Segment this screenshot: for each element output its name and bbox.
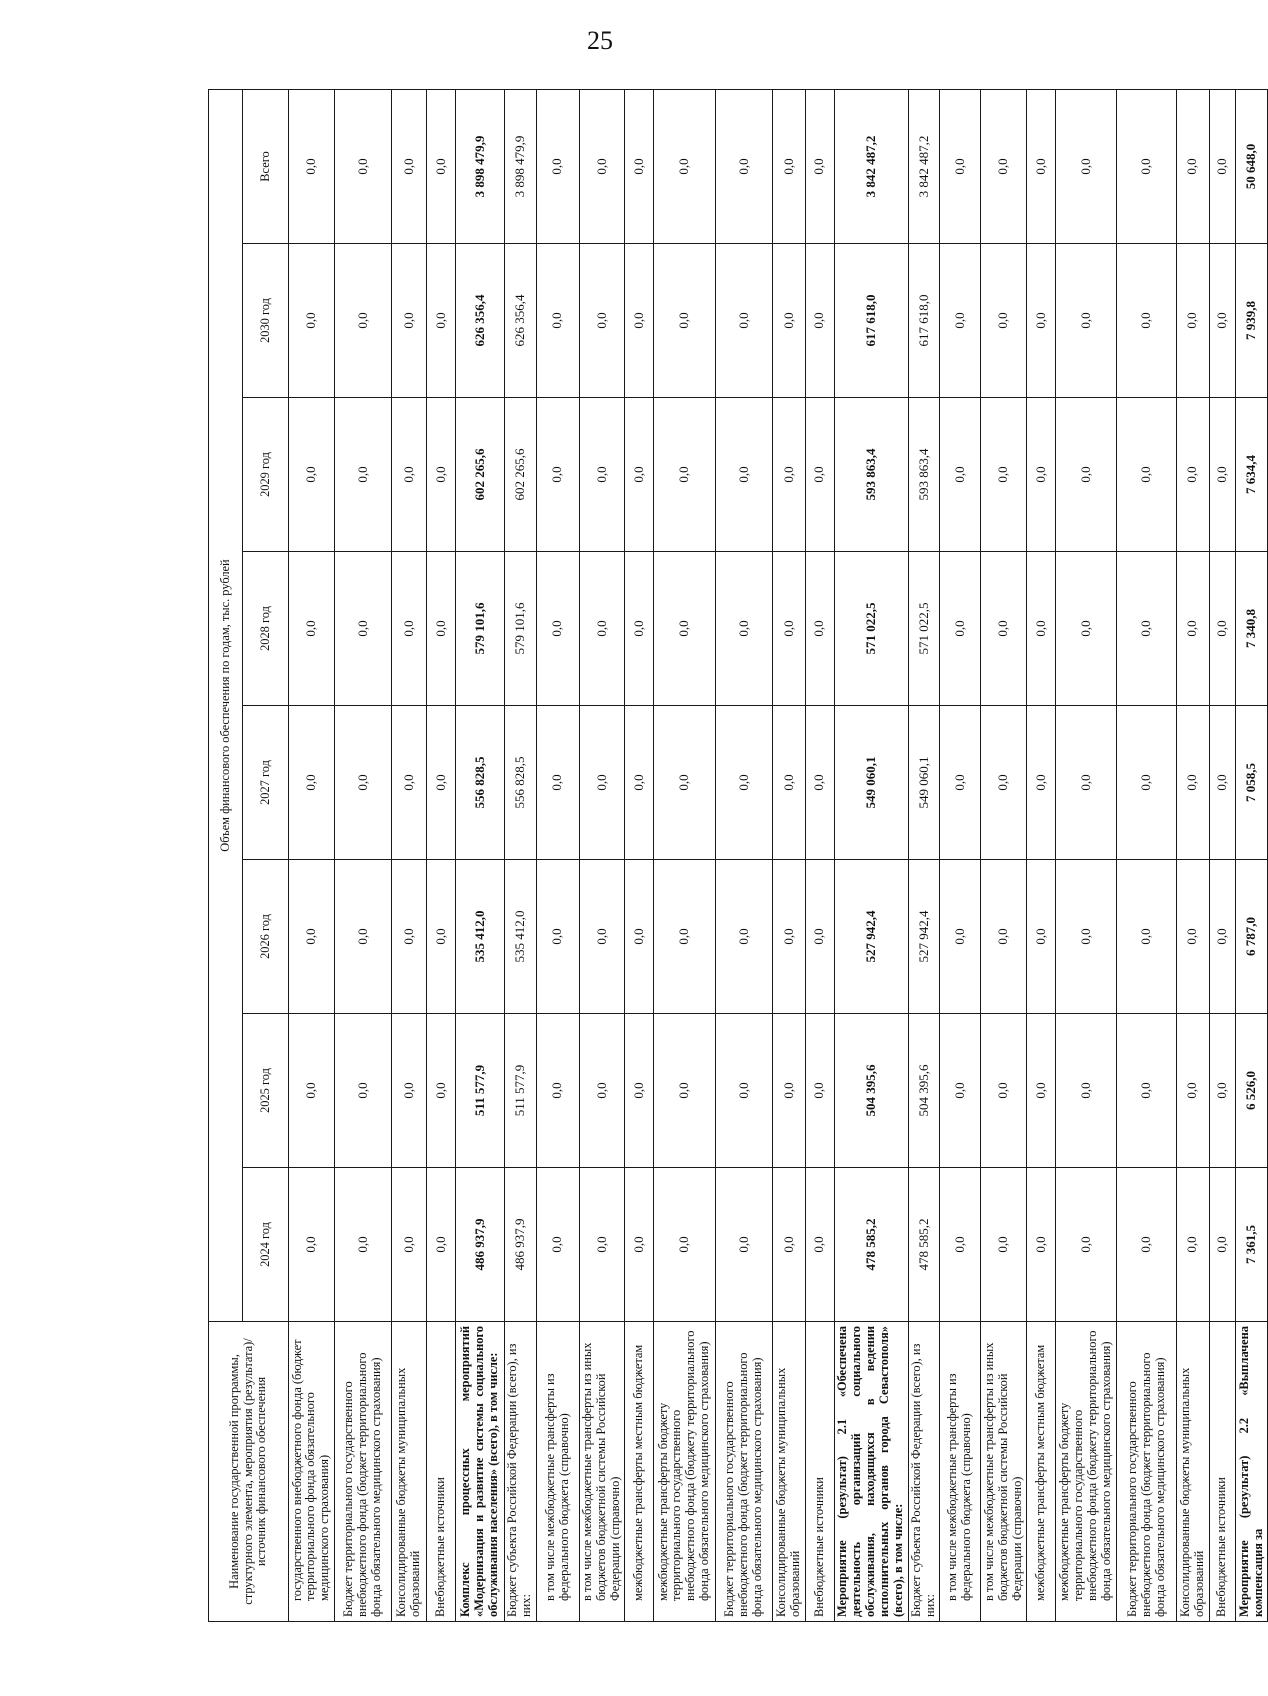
value-cell: 0,0 <box>1117 244 1176 398</box>
value-cell: 0,0 <box>625 1014 654 1168</box>
value-cell: 0,0 <box>1176 1168 1209 1322</box>
table-row <box>805 90 834 1622</box>
total-cell: 0,0 <box>625 90 654 244</box>
row-label: Бюджет субъекта Российской Федерации (всего), из них: <box>908 1322 940 1622</box>
value-cell: 0,0 <box>981 1168 1027 1322</box>
value-cell: 0,0 <box>1027 1014 1056 1168</box>
value-cell: 0,0 <box>1027 860 1056 1014</box>
value-cell: 0,0 <box>981 1014 1027 1168</box>
value-cell: 0,0 <box>805 552 834 706</box>
table-row <box>654 90 716 1622</box>
total-cell: 0,0 <box>805 90 834 244</box>
value-cell: 0,0 <box>1176 552 1209 706</box>
value-cell: 0,0 <box>1176 1014 1209 1168</box>
value-cell: 0,0 <box>536 1168 579 1322</box>
table-row <box>289 90 335 1622</box>
total-cell: 3 898 479,9 <box>504 90 536 244</box>
volume-header: Объем финансового обеспечения по годам, тыс. рублей <box>209 90 243 1322</box>
total-cell: 0,0 <box>1209 90 1236 244</box>
row-label: Консолидированные бюджеты муниципальных образований <box>392 1322 427 1622</box>
total-cell: 0,0 <box>940 90 981 244</box>
total-cell: 0,0 <box>536 90 579 244</box>
value-cell: 0,0 <box>1027 244 1056 398</box>
value-cell: 626 356,4 <box>455 244 504 398</box>
value-cell: 0,0 <box>579 1014 625 1168</box>
page-number: 25 <box>587 26 613 55</box>
value-cell: 0,0 <box>334 706 391 860</box>
table-row <box>1055 90 1117 1622</box>
value-cell: 0,0 <box>805 1168 834 1322</box>
value-cell: 527 942,4 <box>908 860 940 1014</box>
value-cell: 0,0 <box>625 1168 654 1322</box>
value-cell: 0,0 <box>625 398 654 552</box>
value-cell: 0,0 <box>1209 860 1236 1014</box>
table-row <box>455 90 504 1622</box>
value-cell: 0,0 <box>289 1014 335 1168</box>
value-cell: 0,0 <box>289 706 335 860</box>
value-cell: 7 361,5 <box>1236 1168 1268 1322</box>
value-cell: 0,0 <box>289 398 335 552</box>
value-cell: 0,0 <box>715 1168 772 1322</box>
value-cell: 511 577,9 <box>504 1014 536 1168</box>
value-cell: 0,0 <box>1027 1168 1056 1322</box>
table-row <box>504 90 536 1622</box>
table-row <box>334 90 391 1622</box>
value-cell: 0,0 <box>654 860 716 1014</box>
table-row <box>536 90 579 1622</box>
value-cell: 0,0 <box>981 244 1027 398</box>
value-cell: 7 939,8 <box>1236 244 1268 398</box>
value-cell: 527 942,4 <box>834 860 908 1014</box>
value-cell: 0,0 <box>654 1014 716 1168</box>
value-cell: 0,0 <box>981 706 1027 860</box>
name-column-header: Наименование государственной программы, структурного элемента, мероприятия (результата)/источник финансового обеспечения <box>209 1322 289 1622</box>
value-cell: 0,0 <box>392 398 427 552</box>
table-row <box>579 90 625 1622</box>
value-cell: 0,0 <box>940 552 981 706</box>
value-cell: 0,0 <box>334 244 391 398</box>
row-label: Бюджет субъекта Российской Федерации (всего), из них: <box>504 1322 536 1622</box>
row-label: Мероприятие (результат) 2.1 «Обеспечена деятельность организаций социального обслуживания, находящихся в ведении исполнительных органов города Севастополя» (всего), в том числе: <box>834 1322 908 1622</box>
value-cell: 0,0 <box>1209 398 1236 552</box>
value-cell: 0,0 <box>654 1168 716 1322</box>
row-label: Бюджет территориального государственного внебюджетного фонда (бюджет территориального фонда обязательного медицинского страхования) <box>334 1322 391 1622</box>
value-cell: 0,0 <box>427 860 456 1014</box>
value-cell: 0,0 <box>1209 244 1236 398</box>
value-cell: 0,0 <box>1117 706 1176 860</box>
total-cell: 0,0 <box>1176 90 1209 244</box>
value-cell: 602 265,6 <box>455 398 504 552</box>
total-header: Всего <box>243 90 289 244</box>
value-cell: 0,0 <box>289 552 335 706</box>
table-row <box>1209 90 1236 1622</box>
value-cell: 0,0 <box>715 398 772 552</box>
value-cell: 0,0 <box>334 1014 391 1168</box>
value-cell: 0,0 <box>289 1168 335 1322</box>
value-cell: 0,0 <box>289 244 335 398</box>
value-cell: 0,0 <box>427 552 456 706</box>
value-cell: 0,0 <box>940 398 981 552</box>
value-cell: 0,0 <box>1176 398 1209 552</box>
value-cell: 0,0 <box>579 1168 625 1322</box>
value-cell: 0,0 <box>654 552 716 706</box>
value-cell: 0,0 <box>654 398 716 552</box>
value-cell: 549 060,1 <box>908 706 940 860</box>
value-cell: 0,0 <box>536 398 579 552</box>
value-cell: 0,0 <box>805 398 834 552</box>
value-cell: 0,0 <box>940 860 981 1014</box>
value-cell: 0,0 <box>1055 860 1117 1014</box>
value-cell: 571 022,5 <box>908 552 940 706</box>
row-label: Внебюджетные источники <box>1209 1322 1236 1622</box>
value-cell: 0,0 <box>536 860 579 1014</box>
value-cell: 617 618,0 <box>834 244 908 398</box>
table-row <box>940 90 981 1622</box>
value-cell: 486 937,9 <box>504 1168 536 1322</box>
value-cell: 556 828,5 <box>455 706 504 860</box>
value-cell: 0,0 <box>715 552 772 706</box>
table-row <box>834 90 908 1622</box>
row-label: Консолидированные бюджеты муниципальных образований <box>773 1322 806 1622</box>
value-cell: 504 395,6 <box>834 1014 908 1168</box>
value-cell: 0,0 <box>1055 244 1117 398</box>
value-cell: 0,0 <box>427 1168 456 1322</box>
total-cell: 50 648,0 <box>1236 90 1268 244</box>
value-cell: 0,0 <box>773 1014 806 1168</box>
value-cell: 0,0 <box>579 244 625 398</box>
value-cell: 0,0 <box>773 860 806 1014</box>
total-cell: 0,0 <box>392 90 427 244</box>
total-cell: 0,0 <box>334 90 391 244</box>
row-label: Консолидированные бюджеты муниципальных образований <box>1176 1322 1209 1622</box>
value-cell: 0,0 <box>805 1014 834 1168</box>
value-cell: 7 634,4 <box>1236 398 1268 552</box>
total-cell: 3 842 487,2 <box>908 90 940 244</box>
value-cell: 0,0 <box>1209 1168 1236 1322</box>
value-cell: 504 395,6 <box>908 1014 940 1168</box>
value-cell: 0,0 <box>940 706 981 860</box>
value-cell: 0,0 <box>1027 552 1056 706</box>
year-header: 2026 год <box>243 860 289 1014</box>
value-cell: 0,0 <box>981 860 1027 1014</box>
total-cell: 0,0 <box>427 90 456 244</box>
total-cell: 0,0 <box>1055 90 1117 244</box>
value-cell: 0,0 <box>940 244 981 398</box>
row-label: Внебюджетные источники <box>427 1322 456 1622</box>
value-cell: 0,0 <box>536 706 579 860</box>
table-row <box>427 90 456 1622</box>
value-cell: 0,0 <box>625 860 654 1014</box>
value-cell: 0,0 <box>981 398 1027 552</box>
value-cell: 0,0 <box>334 860 391 1014</box>
value-cell: 0,0 <box>805 244 834 398</box>
total-cell: 3 842 487,2 <box>834 90 908 244</box>
value-cell: 0,0 <box>579 706 625 860</box>
value-cell: 0,0 <box>392 244 427 398</box>
value-cell: 0,0 <box>392 706 427 860</box>
value-cell: 602 265,6 <box>504 398 536 552</box>
value-cell: 6 787,0 <box>1236 860 1268 1014</box>
value-cell: 0,0 <box>1055 552 1117 706</box>
value-cell: 478 585,2 <box>834 1168 908 1322</box>
total-cell: 0,0 <box>715 90 772 244</box>
value-cell: 478 585,2 <box>908 1168 940 1322</box>
value-cell: 0,0 <box>654 244 716 398</box>
table-row <box>1117 90 1176 1622</box>
table-row <box>1027 90 1056 1622</box>
value-cell: 0,0 <box>427 706 456 860</box>
value-cell: 0,0 <box>773 706 806 860</box>
total-cell: 0,0 <box>981 90 1027 244</box>
value-cell: 0,0 <box>1027 398 1056 552</box>
value-cell: 0,0 <box>392 552 427 706</box>
value-cell: 0,0 <box>773 244 806 398</box>
row-label: Внебюджетные источники <box>805 1322 834 1622</box>
value-cell: 0,0 <box>1055 1014 1117 1168</box>
value-cell: 617 618,0 <box>908 244 940 398</box>
row-label: Бюджет территориального государственного внебюджетного фонда (бюджет территориального фонда обязательного медицинского страхования) <box>1117 1322 1176 1622</box>
table-row <box>1176 90 1209 1622</box>
table-body <box>289 90 1268 1622</box>
year-header: 2029 год <box>243 398 289 552</box>
value-cell: 0,0 <box>1027 706 1056 860</box>
value-cell: 0,0 <box>1209 706 1236 860</box>
year-header: 2028 год <box>243 552 289 706</box>
table-row <box>1236 90 1268 1622</box>
value-cell: 593 863,4 <box>908 398 940 552</box>
value-cell: 626 356,4 <box>504 244 536 398</box>
row-label: межбюджетные трансферты бюджету территориального государственного внебюджетного фонда (бюджету территориального фонда обязательного медицинского страхования) <box>654 1322 716 1622</box>
value-cell: 0,0 <box>1117 1014 1176 1168</box>
total-cell: 0,0 <box>1027 90 1056 244</box>
value-cell: 0,0 <box>334 398 391 552</box>
table-row <box>773 90 806 1622</box>
value-cell: 0,0 <box>536 552 579 706</box>
value-cell: 0,0 <box>805 706 834 860</box>
year-header: 2025 год <box>243 1014 289 1168</box>
value-cell: 0,0 <box>1176 244 1209 398</box>
value-cell: 0,0 <box>334 1168 391 1322</box>
value-cell: 0,0 <box>625 552 654 706</box>
row-label: в том числе межбюджетные трансферты из федерального бюджета (справочно) <box>536 1322 579 1622</box>
value-cell: 0,0 <box>1055 706 1117 860</box>
value-cell: 511 577,9 <box>455 1014 504 1168</box>
value-cell: 0,0 <box>1055 398 1117 552</box>
value-cell: 549 060,1 <box>834 706 908 860</box>
value-cell: 0,0 <box>427 244 456 398</box>
value-cell: 593 863,4 <box>834 398 908 552</box>
total-cell: 3 898 479,9 <box>455 90 504 244</box>
total-cell: 0,0 <box>579 90 625 244</box>
row-label: межбюджетные трансферты местным бюджетам <box>625 1322 654 1622</box>
value-cell: 0,0 <box>392 1168 427 1322</box>
row-label: государственного внебюджетного фонда (бюджет территориального фонда обязательного медицинского страхования) <box>289 1322 335 1622</box>
value-cell: 0,0 <box>289 860 335 1014</box>
year-header: 2027 год <box>243 706 289 860</box>
value-cell: 0,0 <box>773 398 806 552</box>
value-cell: 0,0 <box>334 552 391 706</box>
value-cell: 0,0 <box>536 244 579 398</box>
value-cell: 0,0 <box>715 706 772 860</box>
value-cell: 0,0 <box>1176 860 1209 1014</box>
value-cell: 0,0 <box>940 1014 981 1168</box>
funding-table <box>208 89 1268 1622</box>
table-row <box>908 90 940 1622</box>
table-row <box>981 90 1027 1622</box>
value-cell: 0,0 <box>1117 1168 1176 1322</box>
row-label: межбюджетные трансферты местным бюджетам <box>1027 1322 1056 1622</box>
value-cell: 0,0 <box>625 244 654 398</box>
value-cell: 535 412,0 <box>455 860 504 1014</box>
value-cell: 0,0 <box>427 1014 456 1168</box>
row-label: межбюджетные трансферты бюджету территориального государственного внебюджетного фонда (бюджету территориального фонда обязательного медицинского страхования) <box>1055 1322 1117 1622</box>
total-cell: 0,0 <box>654 90 716 244</box>
value-cell: 0,0 <box>654 706 716 860</box>
value-cell: 0,0 <box>1117 552 1176 706</box>
value-cell: 0,0 <box>579 398 625 552</box>
value-cell: 0,0 <box>715 1014 772 1168</box>
value-cell: 0,0 <box>579 860 625 1014</box>
value-cell: 0,0 <box>1117 860 1176 1014</box>
value-cell: 0,0 <box>940 1168 981 1322</box>
row-label: Мероприятие (результат) 2.2 «Выплачена компенсация за <box>1236 1322 1268 1622</box>
value-cell: 0,0 <box>579 552 625 706</box>
year-header: 2030 год <box>243 244 289 398</box>
value-cell: 579 101,6 <box>504 552 536 706</box>
row-label: Бюджет территориального государственного внебюджетного фонда (бюджет территориального фонда обязательного медицинского страхования) <box>715 1322 772 1622</box>
value-cell: 0,0 <box>427 398 456 552</box>
value-cell: 0,0 <box>1209 552 1236 706</box>
year-header: 2024 год <box>243 1168 289 1322</box>
value-cell: 0,0 <box>805 860 834 1014</box>
value-cell: 579 101,6 <box>455 552 504 706</box>
table-row <box>392 90 427 1622</box>
value-cell: 0,0 <box>1209 1014 1236 1168</box>
value-cell: 0,0 <box>1176 706 1209 860</box>
value-cell: 7 340,8 <box>1236 552 1268 706</box>
total-cell: 0,0 <box>773 90 806 244</box>
row-label: в том числе межбюджетные трансферты из федерального бюджета (справочно) <box>940 1322 981 1622</box>
value-cell: 6 526,0 <box>1236 1014 1268 1168</box>
value-cell: 0,0 <box>715 244 772 398</box>
table-row <box>625 90 654 1622</box>
value-cell: 571 022,5 <box>834 552 908 706</box>
value-cell: 0,0 <box>773 552 806 706</box>
row-label: Комплекс процессных мероприятий «Модернизация и развитие системы социального обслуживания населения» (всего), в том числе: <box>455 1322 504 1622</box>
value-cell: 7 058,5 <box>1236 706 1268 860</box>
table-row <box>715 90 772 1622</box>
value-cell: 556 828,5 <box>504 706 536 860</box>
value-cell: 0,0 <box>1117 398 1176 552</box>
value-cell: 0,0 <box>392 860 427 1014</box>
value-cell: 0,0 <box>981 552 1027 706</box>
value-cell: 0,0 <box>536 1014 579 1168</box>
value-cell: 0,0 <box>625 706 654 860</box>
row-label: в том числе межбюджетные трансферты из иных бюджетов бюджетной системы Российской Федерации (справочно) <box>981 1322 1027 1622</box>
total-cell: 0,0 <box>289 90 335 244</box>
row-label: в том числе межбюджетные трансферты из иных бюджетов бюджетной системы Российской Федерации (справочно) <box>579 1322 625 1622</box>
rotated-table-wrapper <box>208 92 1268 1622</box>
value-cell: 0,0 <box>392 1014 427 1168</box>
value-cell: 486 937,9 <box>455 1168 504 1322</box>
value-cell: 0,0 <box>773 1168 806 1322</box>
value-cell: 0,0 <box>715 860 772 1014</box>
value-cell: 535 412,0 <box>504 860 536 1014</box>
total-cell: 0,0 <box>1117 90 1176 244</box>
value-cell: 0,0 <box>1055 1168 1117 1322</box>
